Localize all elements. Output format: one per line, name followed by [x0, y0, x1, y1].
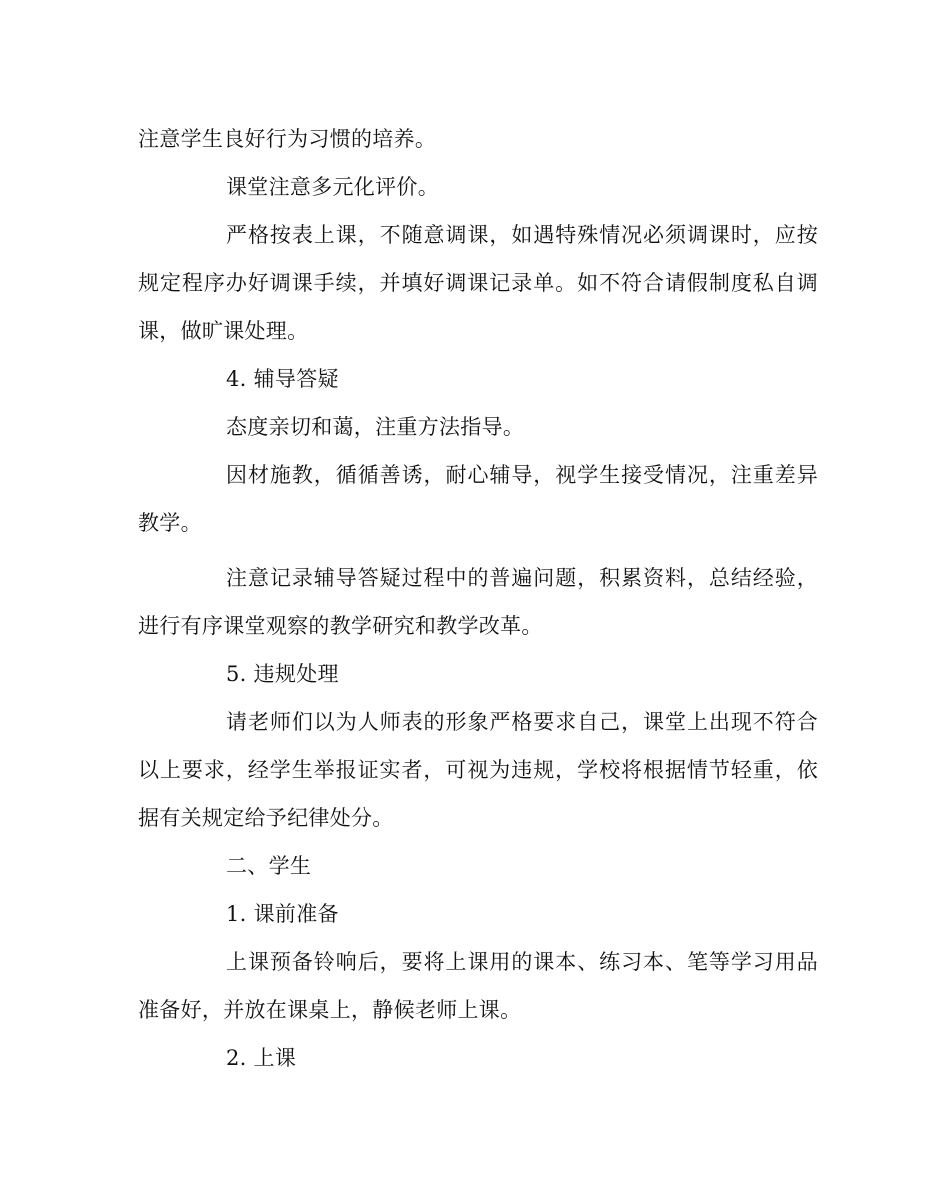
body-line: 以上要求，经学生举报证实者，可视为违规，学校将根据情节轻重，依 [138, 758, 818, 782]
section-heading: 1. 课前准备 [226, 902, 339, 926]
body-line: 因材施教，循循善诱，耐心辅导，视学生接受情况，注重差异 [226, 463, 818, 487]
body-line: 据有关规定给予纪律处分。 [138, 806, 394, 830]
body-line: 进行有序课堂观察的教学研究和教学改革。 [138, 614, 543, 638]
body-line: 严格按表上课，不随意调课，如遇特殊情况必须调课时，应按 [226, 223, 818, 247]
body-line: 态度亲切和蔼，注重方法指导。 [226, 415, 525, 439]
body-line: 请老师们以为人师表的形象严格要求自己，课堂上出现不符合 [226, 710, 818, 734]
body-line: 课，做旷课处理。 [138, 319, 309, 343]
section-heading: 4. 辅导答疑 [226, 367, 339, 391]
section-heading: 5. 违规处理 [226, 662, 339, 686]
section-heading: 二、学生 [226, 854, 312, 878]
section-heading: 2. 上课 [226, 1046, 297, 1070]
body-line: 注意记录辅导答疑过程中的普遍问题，积累资料，总结经验， [226, 566, 818, 590]
body-line: 上课预备铃响后，要将上课用的课本、练习本、笔等学习用品 [226, 950, 818, 974]
body-line: 注意学生良好行为习惯的培养。 [138, 127, 437, 151]
body-line: 准备好，并放在课桌上，静候老师上课。 [138, 998, 522, 1022]
body-line: 课堂注意多元化评价。 [226, 175, 439, 199]
body-line: 规定程序办好调课手续，并填好调课记录单。如不符合请假制度私自调 [138, 271, 818, 295]
body-line: 教学。 [138, 511, 202, 535]
